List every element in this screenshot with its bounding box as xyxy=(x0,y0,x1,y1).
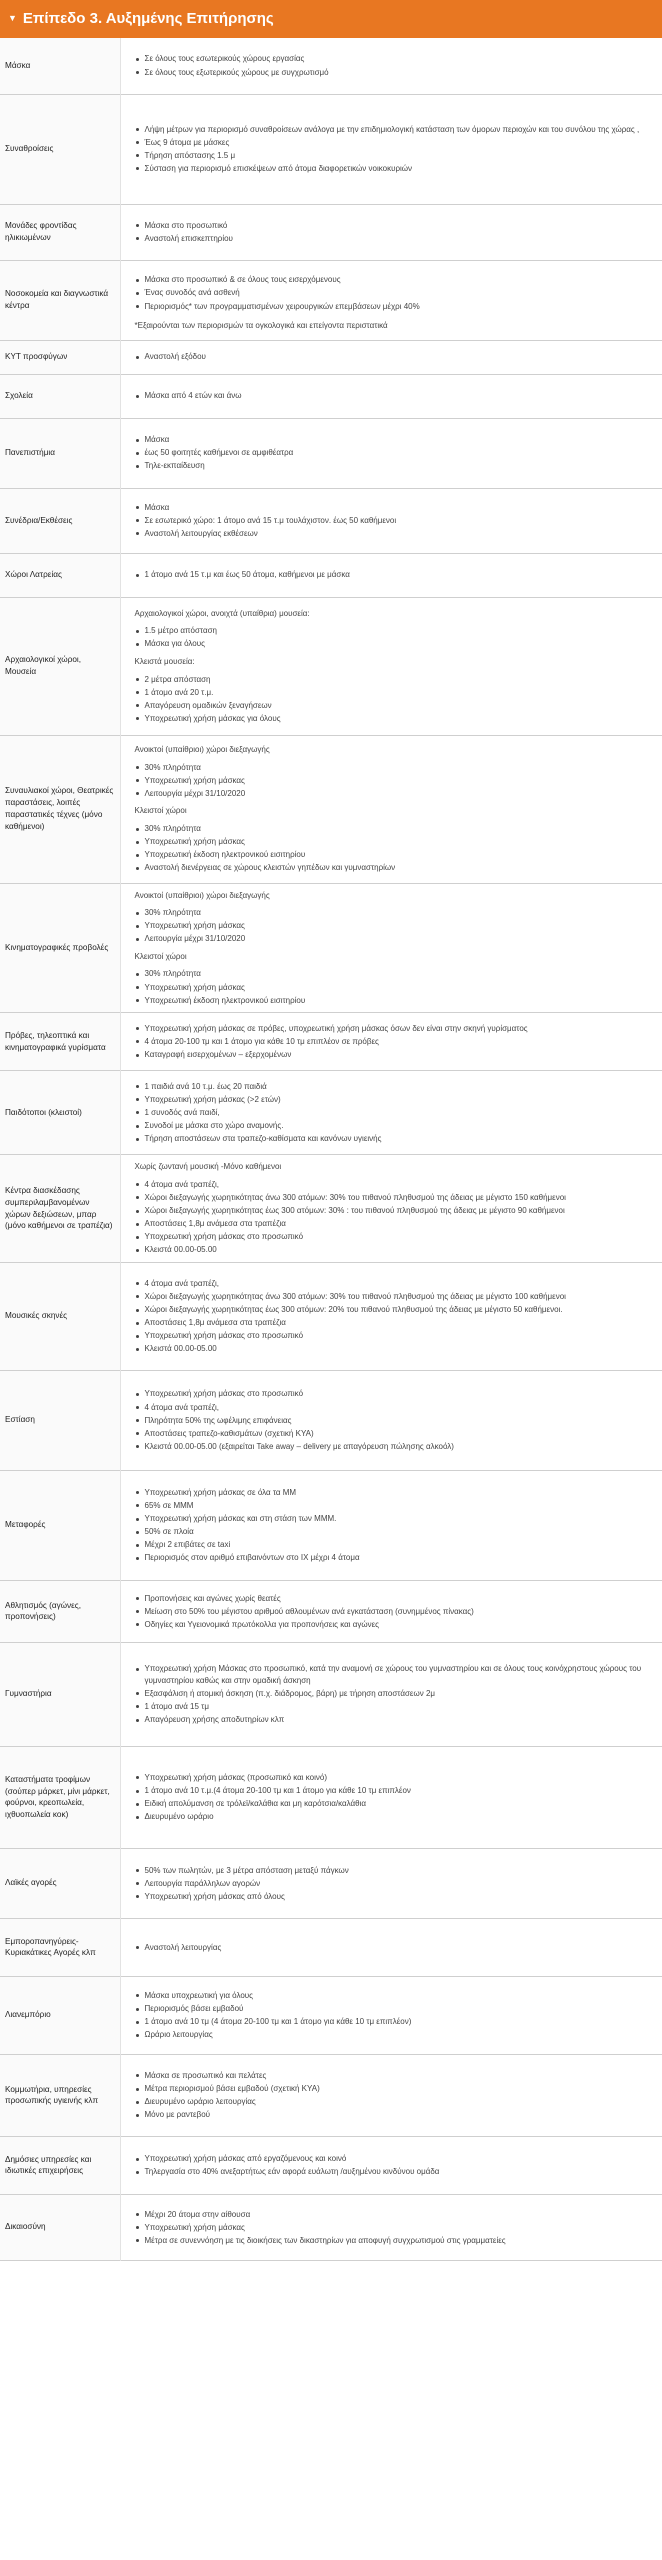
measure-list xyxy=(135,674,655,725)
list-item: 30% πληρότητα xyxy=(135,968,655,980)
table-row xyxy=(0,1918,662,1976)
list-item: Ειδική απολύμανση σε τρόλεϊ/καλάθια και μη καρότσια/καλάθια xyxy=(135,1798,655,1810)
category-label: Αρχαιολογικοί χώροι, Μουσεία xyxy=(0,597,120,735)
list-item: 50% των πωλητών, με 3 μέτρα απόσταση μεταξύ πάγκων xyxy=(135,1865,655,1877)
category-label: Πρόβες, τηλεοπτικά και κινηματογραφικά γυρίσματα xyxy=(0,1013,120,1071)
category-label: Αθλητισμός (αγώνες, προπονήσεις) xyxy=(0,1580,120,1642)
category-label: Λαϊκές αγορές xyxy=(0,1848,120,1918)
section-header[interactable] xyxy=(0,0,662,38)
list-item: Λειτουργία παράλληλων αγορών xyxy=(135,1878,655,1890)
table-row xyxy=(0,1370,662,1470)
table-row xyxy=(0,2136,662,2194)
list-item: 1 συνοδός ανά παιδί, xyxy=(135,1107,655,1119)
category-label: Μονάδες φροντίδας ηλικιωμένων xyxy=(0,204,120,260)
list-item: Μόνο με ραντεβού xyxy=(135,2109,655,2121)
table-row xyxy=(0,340,662,374)
table-row xyxy=(0,374,662,418)
list-item: Έως 9 άτομα με μάσκες xyxy=(135,137,655,149)
table-row xyxy=(0,1580,662,1642)
measures-cell xyxy=(120,1013,662,1071)
list-item: 4 άτομα ανά τραπέζι, xyxy=(135,1179,655,1191)
list-item: Σε όλους τους εξωτερικούς χώρους με συγχρωτισμό xyxy=(135,67,655,79)
list-item: Υποχρεωτική χρήση μάσκας xyxy=(135,836,655,848)
list-item: Μέχρι 20 άτομα στην αίθουσα xyxy=(135,2209,655,2221)
table-row xyxy=(0,1746,662,1848)
table-row xyxy=(0,2054,662,2136)
measure-list xyxy=(135,907,655,945)
measures-cell xyxy=(120,1370,662,1470)
list-item: 65% σε ΜΜΜ xyxy=(135,1500,655,1512)
list-item: Οδηγίες και Υγειονομικά πρωτόκολλα για προπονήσεις και αγώνες xyxy=(135,1619,655,1631)
list-item: Προπονήσεις και αγώνες χωρίς θεατές xyxy=(135,1593,655,1605)
section-subheading: Ανοικτοί (υπαίθριοι) χώροι διεξαγωγής xyxy=(134,745,270,755)
section-subheading: Χωρίς ζωντανή μουσική -Μόνο καθήμενοι xyxy=(134,1162,282,1172)
list-item: 1 άτομο ανά 10 τ.μ.(4 άτομα 20-100 τμ και 1 άτομο για κάθε 10 τμ επιπλέον xyxy=(135,1785,655,1797)
list-item: 1 άτομο ανά 10 τμ (4 άτομα 20-100 τμ και 1 άτομο για κάθε 10 τμ επιπλέον) xyxy=(135,2016,655,2028)
category-label: Συναθροίσεις xyxy=(0,94,120,204)
list-item: Κλειστά 00.00-05.00 xyxy=(135,1343,655,1355)
measure-list xyxy=(135,1990,655,2041)
table-row xyxy=(0,597,662,735)
list-item: Χώροι διεξαγωγής χωρητικότητας έως 300 ατόμων: 30% : του πιθανού πληθυσμού της άδειας με μέγιστο 90 καθήμενοι xyxy=(135,1205,655,1217)
table-row xyxy=(0,553,662,597)
category-label: Δημόσιες υπηρεσίες και ιδιωτικές επιχειρήσεις xyxy=(0,2136,120,2194)
list-item: Χώροι διεξαγωγής χωρητικότητας έως 300 ατόμων: 20% του πιθανού πληθυσμού της άδειας με μέγιστο 50 καθήμενοι. xyxy=(135,1304,655,1316)
category-label: Μάσκα xyxy=(0,38,120,94)
list-item: Υποχρεωτική χρήση μάσκας xyxy=(135,2222,655,2234)
list-item: Περιορισμός* των προγραμματισμένων χειρουργικών επεμβάσεων μέχρι 40% xyxy=(135,301,655,313)
list-item: Ωράριο λειτουργίας xyxy=(135,2029,655,2041)
list-item: Απαγόρευση χρήσης αποδυτηρίων κλπ xyxy=(135,1714,655,1726)
measure-list xyxy=(135,2153,655,2178)
list-item: Μάσκα xyxy=(135,434,655,446)
list-item: Υποχρεωτική χρήση μάσκας σε όλα τα ΜΜ xyxy=(135,1487,655,1499)
section-subheading: Κλειστοί χώροι xyxy=(134,951,187,961)
list-item: Αναστολή λειτουργίας εκθέσεων xyxy=(135,528,655,540)
list-item: Αποστάσεις 1,8μ ανάμεσα στα τραπέζια xyxy=(135,1317,655,1329)
list-item: Διευρυμένο ωράριο λειτουργίας xyxy=(135,2096,655,2108)
list-item: Αναστολή εξόδου xyxy=(135,351,655,363)
list-item: Υποχρεωτική χρήση μάσκας xyxy=(135,982,655,994)
list-item: 4 άτομα ανά τραπέζι, xyxy=(135,1278,655,1290)
measures-cell xyxy=(120,1918,662,1976)
table-row xyxy=(0,1848,662,1918)
list-item: Αναστολή επισκεπτηρίου xyxy=(135,233,655,245)
list-item: Υποχρεωτική χρήση μάσκας xyxy=(135,775,655,787)
category-label: ΚΥΤ προσφύγων xyxy=(0,340,120,374)
list-item: 1.5 μέτρο απόσταση xyxy=(135,625,655,637)
list-item: 1 παιδιά ανά 10 τ.μ. έως 20 παιδιά xyxy=(135,1081,655,1093)
list-item: Μάσκα στο προσωπικό xyxy=(135,220,655,232)
measure-list xyxy=(135,1487,655,1564)
measures-cell xyxy=(120,374,662,418)
section-subheading: *Εξαιρούνται των περιορισμών τα ογκολογικά και επείγοντα περιστατικά xyxy=(134,321,388,331)
list-item: Αναστολή λειτουργίας xyxy=(135,1942,655,1954)
list-item: Τηλεργασία στο 40% ανεξαρτήτως εάν αφορά ευάλωτη /αυξημένου κινδύνου ομάδα xyxy=(135,2166,655,2178)
table-row xyxy=(0,1071,662,1155)
category-label: Χώροι Λατρείας xyxy=(0,553,120,597)
list-item: Μέχρι 2 επιβάτες σε taxi xyxy=(135,1539,655,1551)
list-item: Τηλε-εκπαίδευση xyxy=(135,460,655,472)
measure-list xyxy=(135,1942,655,1954)
measures-cell xyxy=(120,418,662,488)
measure-list xyxy=(135,53,655,78)
measure-list xyxy=(135,124,655,175)
category-label: Κινηματογραφικές προβολές xyxy=(0,883,120,1013)
measure-list xyxy=(135,1593,655,1631)
measure-list xyxy=(135,434,655,472)
list-item: Κλειστά 00.00-05.00 (εξαιρείται Take away – delivery με απαγόρευση πώλησης αλκοόλ) xyxy=(135,1441,655,1453)
measures-cell xyxy=(120,735,662,883)
category-label: Συνέδρια/Εκθέσεις xyxy=(0,488,120,553)
measure-list xyxy=(135,220,655,245)
list-item: Υποχρεωτική χρήση μάσκας (προσωπικό και κοινό) xyxy=(135,1772,655,1784)
measures-cell xyxy=(120,1746,662,1848)
list-item: 1 άτομο ανά 20 τ.μ. xyxy=(135,687,655,699)
list-item: 4 άτομα 20-100 τμ και 1 άτομο για κάθε 10 τμ επιπλέον σε πρόβες xyxy=(135,1036,655,1048)
measures-cell xyxy=(120,340,662,374)
list-item: Υποχρεωτική χρήση Μάσκας στο προσωπικό, κατά την αναμονή σε χώρους του γυμναστηρίου και σε όλους τους κοινόχρηστους χώρους του γυμναστηρίου καθώς και στην ομαδική άσκηση xyxy=(135,1663,655,1686)
measure-list xyxy=(135,1179,655,1256)
measure-list xyxy=(135,502,655,540)
list-item: Καταγραφή εισερχομένων – εξερχομένων xyxy=(135,1049,655,1061)
list-item: Τήρηση απόστασης 1.5 μ xyxy=(135,150,655,162)
category-label: Πανεπιστήμια xyxy=(0,418,120,488)
list-item: Υποχρεωτική χρήση μάσκας στο προσωπικό xyxy=(135,1231,655,1243)
category-label: Μουσικές σκηνές xyxy=(0,1262,120,1370)
measures-cell xyxy=(120,94,662,204)
category-label: Λιανεμπόριο xyxy=(0,1976,120,2054)
list-item: Λειτουργία μέχρι 31/10/2020 xyxy=(135,933,655,945)
measures-cell xyxy=(120,1470,662,1580)
list-item: Μέτρα σε συνεννόηση με τις διοικήσεις των δικαστηρίων για αποφυγή συγχρωτισμού στις γραμματείες xyxy=(135,2235,655,2247)
list-item: Διευρυμένο ωράριο xyxy=(135,1811,655,1823)
list-item: Μάσκα σε προσωπικό και πελάτες xyxy=(135,2070,655,2082)
table-row xyxy=(0,1262,662,1370)
measures-cell xyxy=(120,553,662,597)
category-label: Σχολεία xyxy=(0,374,120,418)
list-item: Αναστολή διενέργειας σε χώρους κλειστών γηπέδων και γυμναστηρίων xyxy=(135,862,655,874)
list-item: Σύσταση για περιορισμό επισκέψεων από άτομα διαφορετικών νοικοκυριών xyxy=(135,163,655,175)
measures-cell xyxy=(120,1155,662,1263)
list-item: Υποχρεωτική έκδοση ηλεκτρονικού εισιτηρίου xyxy=(135,995,655,1007)
list-item: 30% πληρότητα xyxy=(135,823,655,835)
category-label: Παιδότοποι (κλειστοί) xyxy=(0,1071,120,1155)
list-item: Μάσκα xyxy=(135,502,655,514)
list-item: 1 άτομο ανά 15 τ.μ και έως 50 άτομα, καθήμενοι με μάσκα xyxy=(135,569,655,581)
category-label: Καταστήματα τροφίμων (σούπερ μάρκετ, μίνι μάρκετ, φούρνοι, κρεοπωλεία, ιχθυοπωλεία κοκ) xyxy=(0,1746,120,1848)
list-item: Σε εσωτερικό χώρο: 1 άτομο ανά 15 τ.μ τουλάχιστον. έως 50 καθήμενοι xyxy=(135,515,655,527)
table-row xyxy=(0,260,662,340)
table-row xyxy=(0,38,662,94)
measure-list xyxy=(135,1388,655,1452)
list-item: 1 άτομο ανά 15 τμ xyxy=(135,1701,655,1713)
category-label: Εστίαση xyxy=(0,1370,120,1470)
measure-list xyxy=(135,351,655,363)
list-item: Υποχρεωτική χρήση μάσκας και στη στάση των ΜΜΜ. xyxy=(135,1513,655,1525)
list-item: Μείωση στο 50% του μέγιστου αριθμού αθλουμένων ανά εγκατάσταση (συνημμένος πίνακας) xyxy=(135,1606,655,1618)
measure-list xyxy=(135,1663,655,1725)
category-label: Κομμωτήρια, υπηρεσίες προσωπικής υγιεινής κλπ xyxy=(0,2054,120,2136)
section-subheading: Ανοικτοί (υπαίθριοι) χώροι διεξαγωγής xyxy=(134,890,270,900)
list-item: Υποχρεωτική χρήση μάσκας xyxy=(135,920,655,932)
table-row xyxy=(0,2194,662,2260)
measures-cell xyxy=(120,883,662,1013)
category-label: Γυμναστήρια xyxy=(0,1642,120,1746)
list-item: Μάσκα για όλους xyxy=(135,638,655,650)
table-row xyxy=(0,94,662,204)
measure-list xyxy=(135,625,655,650)
list-item: Αποστάσεις τραπεζο-καθισμάτων (σχετική ΚΥΑ) xyxy=(135,1428,655,1440)
list-item: 30% πληρότητα xyxy=(135,762,655,774)
list-item: Σε όλους τους εσωτερικούς χώρους εργασίας xyxy=(135,53,655,65)
list-item: Χώροι διεξαγωγής χωρητικότητας άνω 300 ατόμων: 30% του πιθανού πληθυσμού της άδειας με μέγιστο 100 καθήμενοι xyxy=(135,1291,655,1303)
list-item: Υποχρεωτική χρήση μάσκας (>2 ετών) xyxy=(135,1094,655,1106)
list-item: Πληρότητα 50% της ωφέλιμης επιφάνειας xyxy=(135,1415,655,1427)
list-item: 4 άτομα ανά τραπέζι, xyxy=(135,1402,655,1414)
list-item: Υποχρεωτική έκδοση ηλεκτρονικού εισιτηρίου xyxy=(135,849,655,861)
measure-list xyxy=(135,390,655,402)
list-item: Υποχρεωτική χρήση μάσκας για όλους xyxy=(135,713,655,725)
measures-cell xyxy=(120,260,662,340)
measure-list xyxy=(135,762,655,800)
measures-table xyxy=(0,38,662,2261)
list-item: Υποχρεωτική χρήση μάσκας στο προσωπικό xyxy=(135,1330,655,1342)
section-subheading: Αρχαιολογικοί χώροι, ανοιχτά (υπαίθρια) μουσεία: xyxy=(134,608,310,618)
list-item: Τήρηση αποστάσεων στα τραπεζο-καθίσματα και κανόνων υγιεινής xyxy=(135,1133,655,1145)
measures-cell xyxy=(120,1848,662,1918)
chevron-down-icon[interactable]: ▼ xyxy=(8,13,17,24)
measures-cell xyxy=(120,488,662,553)
measures-cell xyxy=(120,1580,662,1642)
measure-list xyxy=(135,1772,655,1823)
measure-list xyxy=(135,274,655,312)
list-item: Λειτουργία μέχρι 31/10/2020 xyxy=(135,788,655,800)
measure-list xyxy=(135,1865,655,1903)
table-row xyxy=(0,883,662,1013)
category-label: Μεταφορές xyxy=(0,1470,120,1580)
measures-cell xyxy=(120,1262,662,1370)
measure-list xyxy=(135,2070,655,2121)
measure-list xyxy=(135,569,655,581)
measure-list xyxy=(135,968,655,1006)
measures-cell xyxy=(120,1071,662,1155)
list-item: Μάσκα στο προσωπικό & σε όλους τους εισερχόμενους xyxy=(135,274,655,286)
table-row xyxy=(0,204,662,260)
list-item: 2 μέτρα απόσταση xyxy=(135,674,655,686)
table-row xyxy=(0,1155,662,1263)
section-subheading: Κλειστά μουσεία: xyxy=(134,656,195,666)
measure-list xyxy=(135,1278,655,1355)
list-item: 30% πληρότητα xyxy=(135,907,655,919)
category-label: Δικαιοσύνη xyxy=(0,2194,120,2260)
table-row xyxy=(0,735,662,883)
measure-list xyxy=(135,823,655,874)
category-label: Κέντρα διασκέδασης συμπεριλαμβανομένων χώρων δεξιώσεων, μπαρ (μόνο καθήμενοι σε τραπέζια) xyxy=(0,1155,120,1263)
measures-cell xyxy=(120,204,662,260)
list-item: Υποχρεωτική χρήση μάσκας από όλους xyxy=(135,1891,655,1903)
list-item: Περιορισμός στον αριθμό επιβαινόντων στο IX μέχρι 4 άτομα xyxy=(135,1552,655,1564)
list-item: Εξασφάλιση ή ατομική άσκηση (π.χ. διάδρομος, βάρη) με τήρηση αποστάσεων 2μ xyxy=(135,1688,655,1700)
list-item: Συνοδοί με μάσκα στο χώρο αναμονής. xyxy=(135,1120,655,1132)
list-item: έως 50 φοιτητές καθήμενοι σε αμφιθέατρα xyxy=(135,447,655,459)
measures-cell xyxy=(120,2054,662,2136)
table-row xyxy=(0,1470,662,1580)
list-item: Κλειστά 00.00-05.00 xyxy=(135,1244,655,1256)
list-item: Υποχρεωτική χρήση μάσκας από εργαζόμενους και κοινό xyxy=(135,2153,655,2165)
list-item: Μέτρα περιορισμού βάσει εμβαδού (σχετική ΚΥΑ) xyxy=(135,2083,655,2095)
list-item: Λήψη μέτρων για περιορισμό συναθροίσεων ανάλογα με την επιδημιολογική κατάσταση των όμορων περιοχών και του συνόλου της χώρας , xyxy=(135,124,655,136)
list-item: 50% σε πλοία xyxy=(135,1526,655,1538)
list-item: Μάσκα από 4 ετών και άνω xyxy=(135,390,655,402)
measures-cell xyxy=(120,2136,662,2194)
list-item: Περιορισμός βάσει εμβαδού xyxy=(135,2003,655,2015)
measure-list xyxy=(135,2209,655,2247)
list-item: Υποχρεωτική χρήση μάσκας σε πρόβες, υποχρεωτική χρήση μάσκας όσων δεν είναι στην σκηνή γυρίσματος xyxy=(135,1023,655,1035)
measures-cell xyxy=(120,2194,662,2260)
measures-cell xyxy=(120,38,662,94)
list-item: Χώροι διεξαγωγής χωρητικότητας άνω 300 ατόμων: 30% του πιθανού πληθυσμού της άδειας με μέγιστο 150 καθήμενοι xyxy=(135,1192,655,1204)
measure-list xyxy=(135,1081,655,1145)
list-item: Υποχρεωτική χρήση μάσκας στο προσωπικό xyxy=(135,1388,655,1400)
table-row xyxy=(0,1976,662,2054)
measures-cell xyxy=(120,1976,662,2054)
table-row xyxy=(0,1642,662,1746)
measure-list xyxy=(135,1023,655,1061)
category-label: Εμποροπανηγύρεις-Κυριακάτικες Αγορές κλπ xyxy=(0,1918,120,1976)
category-label: Νοσοκομεία και διαγνωστικά κέντρα xyxy=(0,260,120,340)
table-row xyxy=(0,488,662,553)
section-subheading: Κλειστοί χώροι xyxy=(134,806,187,816)
section-title: Επίπεδο 3. Αυξημένης Επιτήρησης xyxy=(22,10,274,28)
list-item: Ένας συνοδός ανά ασθενή xyxy=(135,287,655,299)
table-row xyxy=(0,1013,662,1071)
measures-cell xyxy=(120,1642,662,1746)
list-item: Αποστάσεις 1,8μ ανάμεσα στα τραπέζια xyxy=(135,1218,655,1230)
list-item: Απαγόρευση ομαδικών ξεναγήσεων xyxy=(135,700,655,712)
list-item: Μάσκα υποχρεωτική για όλους xyxy=(135,1990,655,2002)
table-row xyxy=(0,418,662,488)
category-label: Συναυλιακοί χώροι, Θεατρικές παραστάσεις, λοιπές παραστατικές τέχνες (μόνο καθήμενοι) xyxy=(0,735,120,883)
measures-cell xyxy=(120,597,662,735)
